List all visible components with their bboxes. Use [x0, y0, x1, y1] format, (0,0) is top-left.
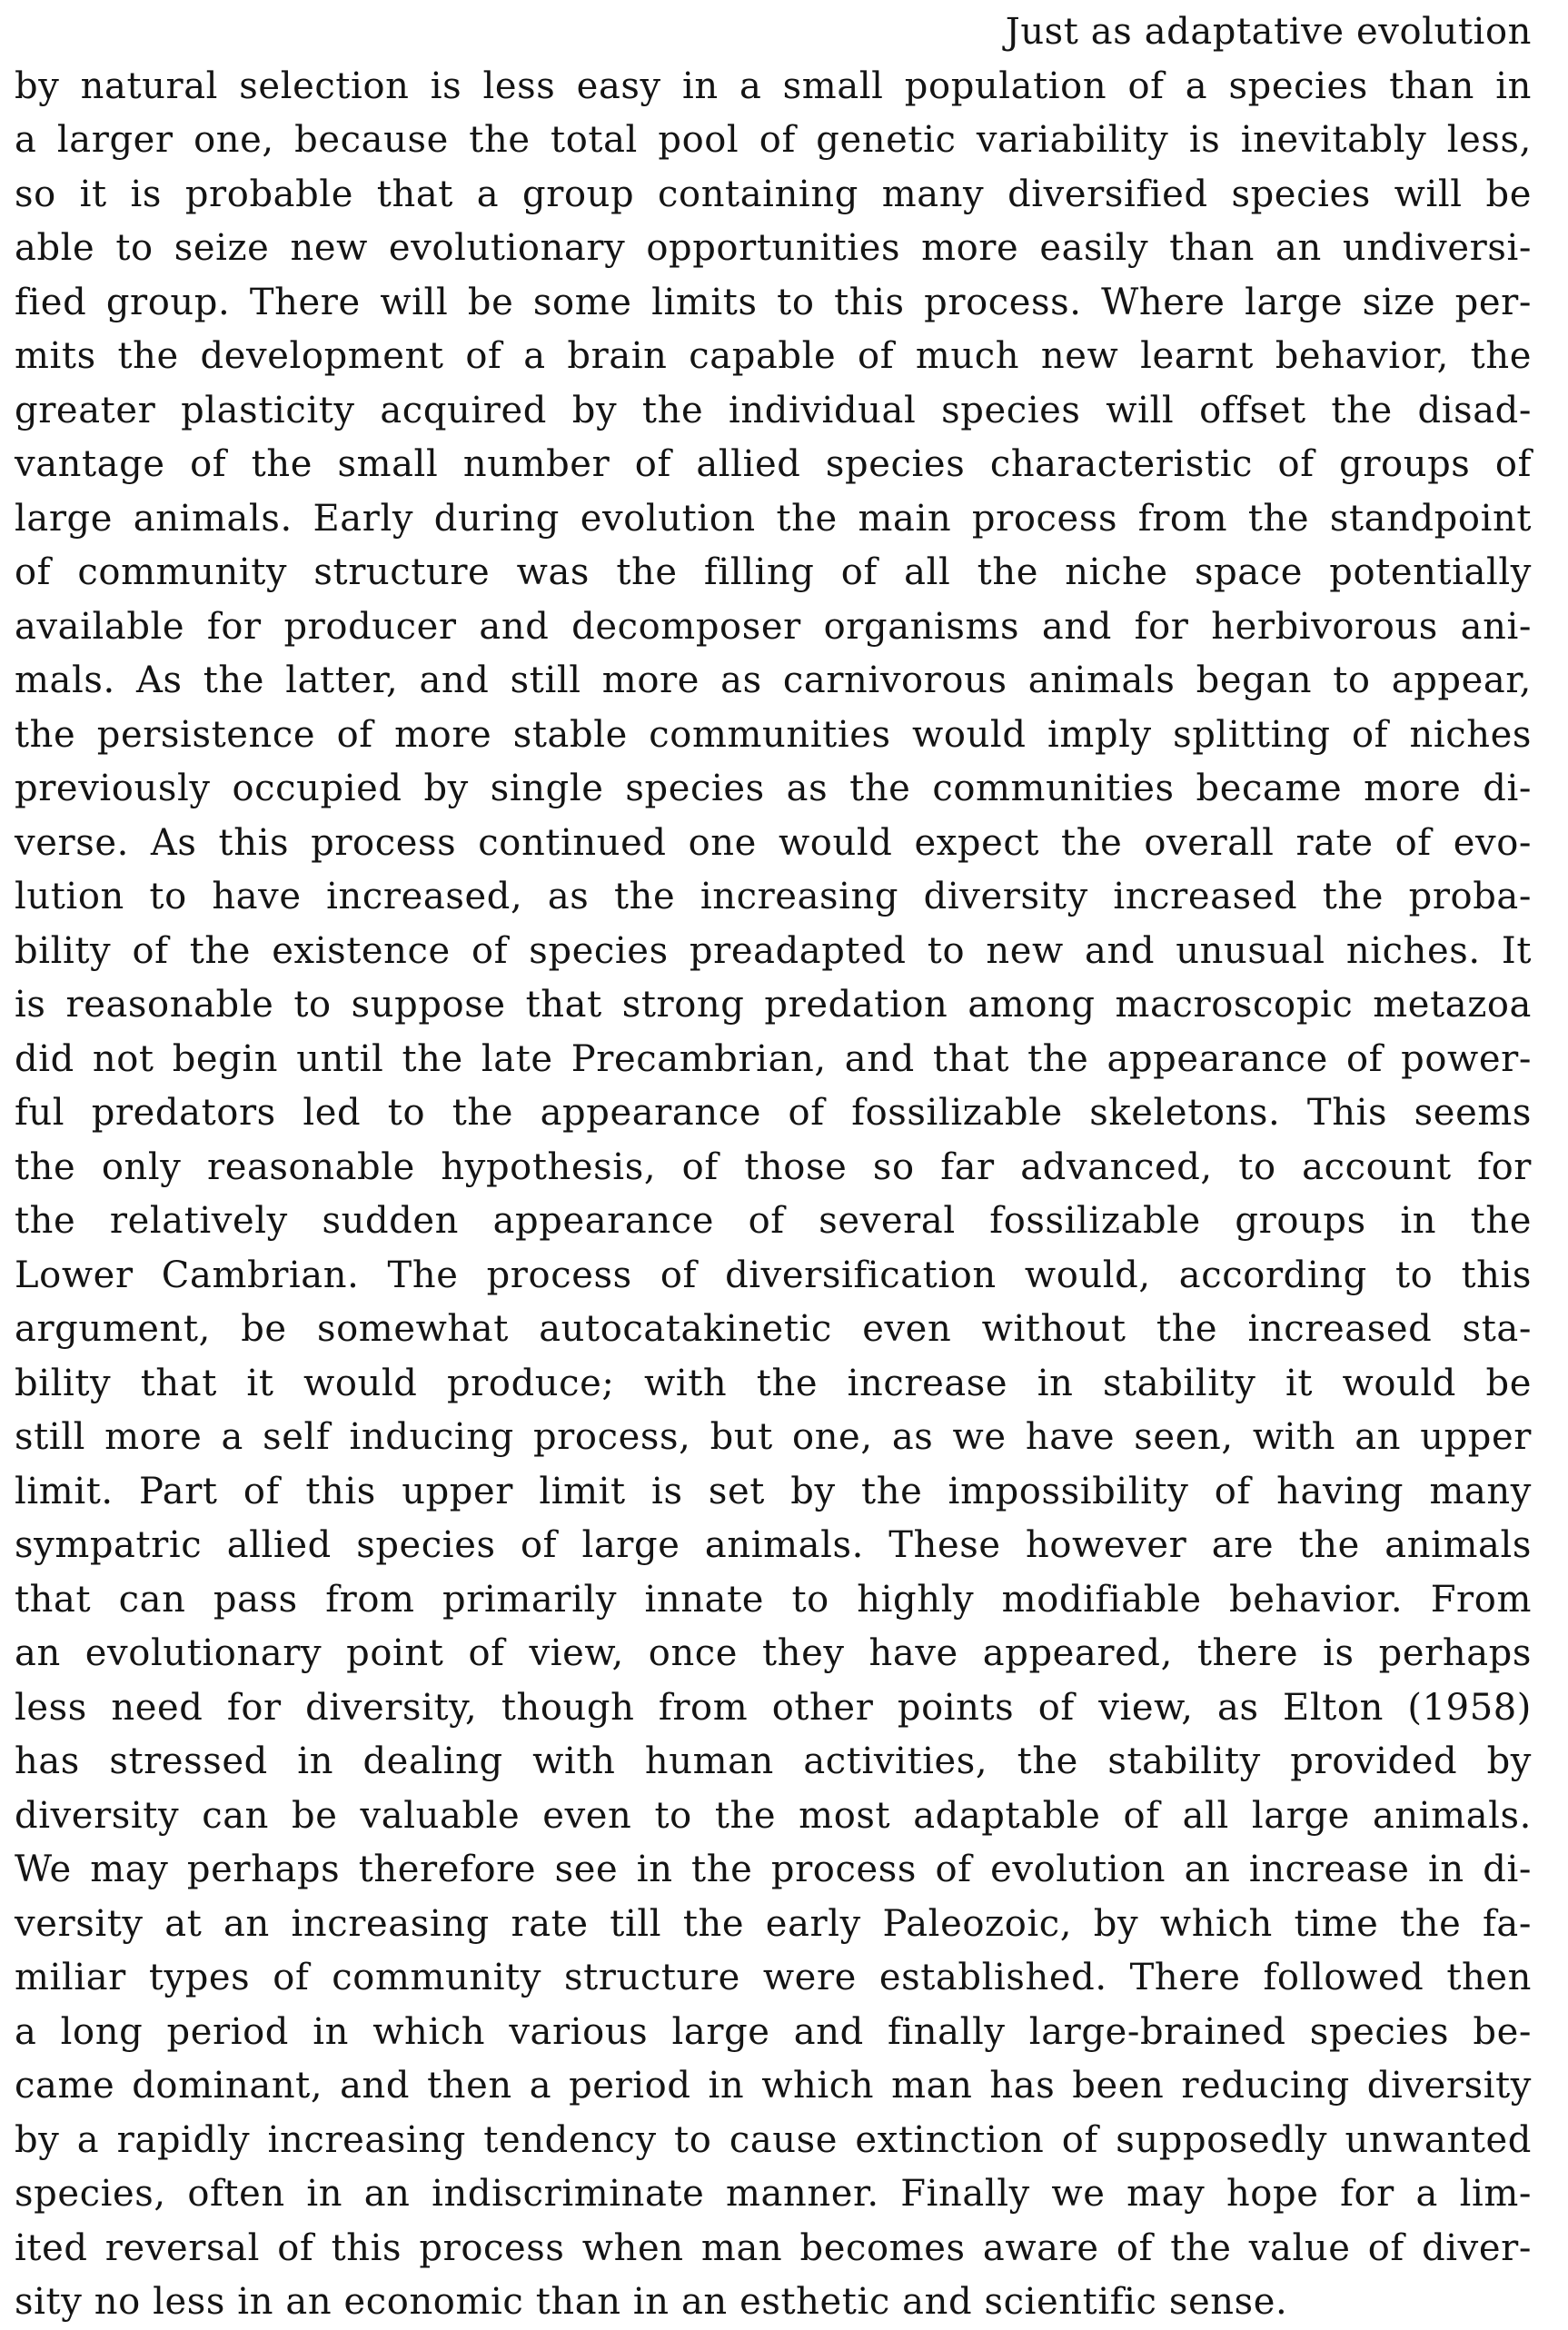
text-line: did not begin until the late Precambrian, and that the appearance of power- [15, 1037, 1532, 1080]
text-line: ited reversal of this process when man becomes aware of the value of diver- [15, 2226, 1532, 2269]
text-line: bility of the existence of species preadapted to new and unusual niches. It [15, 929, 1532, 972]
text-line: vantage of the small number of allied species characteristic of groups of [15, 443, 1532, 485]
text-line: that can pass from primarily innate to highly modifiable behavior. From [15, 1578, 1532, 1621]
text-line: so it is probable that a group containing many diversified species will be [15, 173, 1532, 215]
text-line: argument, be somewhat autocatakinetic even without the increased sta- [15, 1308, 1532, 1350]
text-line: the persistence of more stable communities would imply splitting of niches [15, 713, 1532, 756]
text-line: We may perhaps therefore see in the process of evolution an increase in di- [15, 1849, 1532, 1890]
text-line: able to seize new evolutionary opportunities more easily than an undiversi- [15, 227, 1532, 269]
text-line: sity no less in an economic than in an esthetic and scientific sense. [15, 2281, 1288, 2323]
text-line: mits the development of a brain capable of much new learnt behavior, the [15, 335, 1532, 377]
text-line: bility that it would produce; with the increase in stability it would be [15, 1362, 1532, 1404]
text-line: still more a self inducing process, but one, as we have seen, with an upper [15, 1416, 1532, 1458]
text-line: limit. Part of this upper limit is set by the impossibility of having many [15, 1470, 1532, 1512]
text-line: large animals. Early during evolution the main process from the standpoint [15, 497, 1532, 540]
text-line: greater plasticity acquired by the individual species will offset the disad- [15, 389, 1532, 431]
text-line: available for producer and decomposer organisms and for herbivorous ani- [15, 605, 1532, 648]
text-line: previously occupied by single species as the communities became more di- [15, 768, 1532, 809]
text-line: by a rapidly increasing tendency to cause extinction of supposedly unwanted [15, 2118, 1532, 2161]
text-line: miliar types of community structure were established. There followed then [15, 1957, 1532, 1998]
text-line: Lower Cambrian. The process of diversification would, according to this [15, 1254, 1532, 1296]
text-line: sympatric allied species of large animals. These however are the animals [15, 1524, 1532, 1566]
text-line: an evolutionary point of view, once they have appeared, there is perhaps [15, 1632, 1532, 1674]
text-line: species, often in an indiscriminate manner. Finally we may hope for a lim- [15, 2173, 1532, 2215]
text-line: mals. As the latter, and still more as carnivorous animals began to appear, [15, 659, 1532, 701]
text-line: a larger one, because the total pool of genetic variability is inevitably less, [15, 119, 1532, 161]
text-line: fied group. There will be some limits to this process. Where large size per- [15, 281, 1532, 323]
text-line: of community structure was the filling of all the niche space potentially [15, 551, 1532, 593]
text-line: came dominant, and then a period in which man has been reducing diversity [15, 2065, 1532, 2107]
body-paragraph [15, 5, 1532, 2330]
text-line: the only reasonable hypothesis, of those so far advanced, to account for [15, 1145, 1532, 1188]
text-line: verse. As this process continued one would expect the overall rate of evo- [15, 821, 1532, 864]
text-line: lution to have increased, as the increasing diversity increased the proba- [15, 876, 1532, 917]
text-line: less need for diversity, though from other points of view, as Elton (1958) [15, 1686, 1532, 1729]
text-line: ful predators led to the appearance of fossilizable skeletons. This seems [15, 1092, 1532, 1134]
text-line: by natural selection is less easy in a small population of a species than in [15, 64, 1532, 107]
text-line: diversity can be valuable even to the most adaptable of all large animals. [15, 1794, 1532, 1837]
text-line: is reasonable to suppose that strong predation among macroscopic metazoa [15, 984, 1532, 1026]
text-line: the relatively sudden appearance of several fossilizable groups in the [15, 1200, 1532, 1242]
text-line: versity at an increasing rate till the early Paleozoic, by which time the fa- [15, 1902, 1532, 1945]
text-line: a long period in which various large and finally large-brained species be- [15, 2010, 1532, 2053]
text-line: has stressed in dealing with human activities, the stability provided by [15, 1740, 1532, 1782]
text-line: Just as adaptative evolution [1005, 11, 1532, 53]
